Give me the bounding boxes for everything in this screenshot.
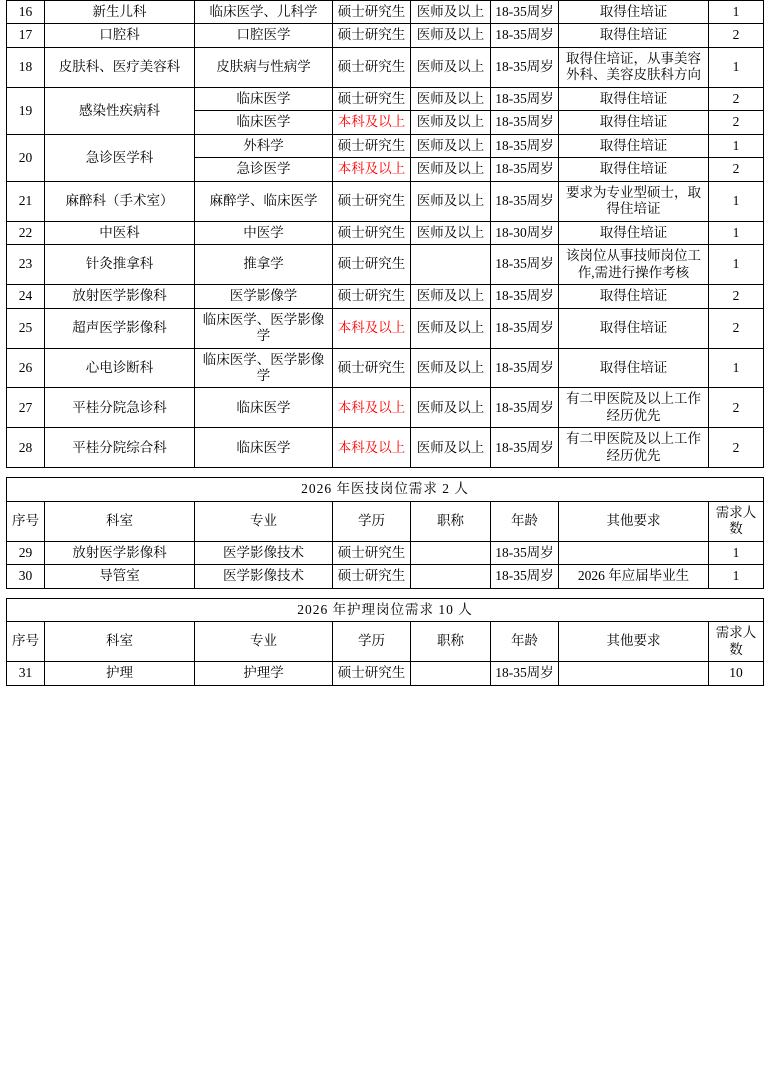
cell-number: 1 <box>709 221 764 244</box>
cell-education: 本科及以上 <box>333 388 411 428</box>
cell-number: 2 <box>709 87 764 110</box>
header-age: 年龄 <box>491 622 559 662</box>
table-row <box>7 565 764 588</box>
doctor-positions-table <box>6 0 764 468</box>
header-edu: 学历 <box>333 501 411 541</box>
nursing-header-row <box>7 622 764 662</box>
cell-title: 医师及以上 <box>411 428 491 468</box>
cell-department: 放射医学影像科 <box>45 285 195 308</box>
cell-other-requirements: 该岗位从事技师岗位工作,需进行操作考核 <box>559 245 709 285</box>
cell-title: 医师及以上 <box>411 348 491 388</box>
table-row <box>7 541 764 564</box>
cell-major: 临床医学、医学影像学 <box>195 308 333 348</box>
cell-age: 18-35周岁 <box>491 1 559 24</box>
cell-age: 18-35周岁 <box>491 24 559 47</box>
cell-education: 硕士研究生 <box>333 245 411 285</box>
cell-no: 25 <box>7 308 45 348</box>
cell-title: 医师及以上 <box>411 308 491 348</box>
cell-department: 护理 <box>45 662 195 685</box>
table-row <box>7 662 764 685</box>
cell-department: 放射医学影像科 <box>45 541 195 564</box>
cell-other-requirements: 2026 年应届毕业生 <box>559 565 709 588</box>
cell-other-requirements: 要求为专业型硕士，取得住培证 <box>559 181 709 221</box>
cell-major: 医学影像技术 <box>195 565 333 588</box>
cell-other-requirements: 取得住培证 <box>559 221 709 244</box>
cell-education: 硕士研究生 <box>333 87 411 110</box>
tech-header-row <box>7 501 764 541</box>
cell-title: 医师及以上 <box>411 24 491 47</box>
cell-major: 医学影像学 <box>195 285 333 308</box>
table-row <box>7 181 764 221</box>
cell-major: 临床医学 <box>195 87 333 110</box>
table-row <box>7 245 764 285</box>
cell-other-requirements: 取得住培证 <box>559 1 709 24</box>
cell-other-requirements: 取得住培证 <box>559 87 709 110</box>
cell-department: 皮肤科、医疗美容科 <box>45 47 195 87</box>
cell-age: 18-35周岁 <box>491 348 559 388</box>
cell-age: 18-35周岁 <box>491 285 559 308</box>
header-other: 其他要求 <box>559 622 709 662</box>
nursing-section-title: 2026 年护理岗位需求 10 人 <box>7 598 764 621</box>
cell-age: 18-35周岁 <box>491 111 559 134</box>
cell-number: 10 <box>709 662 764 685</box>
cell-no: 18 <box>7 47 45 87</box>
cell-department: 针灸推拿科 <box>45 245 195 285</box>
cell-number: 2 <box>709 308 764 348</box>
table-row <box>7 134 764 157</box>
header-no: 序号 <box>7 622 45 662</box>
cell-title: 医师及以上 <box>411 158 491 181</box>
cell-department: 新生儿科 <box>45 1 195 24</box>
header-dept: 科室 <box>45 622 195 662</box>
cell-number: 2 <box>709 111 764 134</box>
section-spacer-1 <box>6 468 763 477</box>
header-edu: 学历 <box>333 622 411 662</box>
cell-no: 23 <box>7 245 45 285</box>
header-other: 其他要求 <box>559 501 709 541</box>
header-dept: 科室 <box>45 501 195 541</box>
header-title: 职称 <box>411 501 491 541</box>
section-spacer-2 <box>6 589 763 598</box>
cell-department: 超声医学影像科 <box>45 308 195 348</box>
cell-number: 1 <box>709 348 764 388</box>
table-row <box>7 221 764 244</box>
cell-no: 19 <box>7 87 45 134</box>
cell-department: 平桂分院急诊科 <box>45 388 195 428</box>
header-major: 专业 <box>195 622 333 662</box>
cell-age: 18-35周岁 <box>491 181 559 221</box>
cell-major: 临床医学 <box>195 428 333 468</box>
cell-number: 1 <box>709 47 764 87</box>
cell-number: 2 <box>709 285 764 308</box>
cell-age: 18-35周岁 <box>491 388 559 428</box>
table-row <box>7 87 764 110</box>
table-row <box>7 1 764 24</box>
cell-no: 22 <box>7 221 45 244</box>
cell-department: 心电诊断科 <box>45 348 195 388</box>
cell-other-requirements: 取得住培证 <box>559 111 709 134</box>
cell-education: 本科及以上 <box>333 308 411 348</box>
cell-education: 硕士研究生 <box>333 181 411 221</box>
cell-title: 医师及以上 <box>411 111 491 134</box>
cell-education: 硕士研究生 <box>333 221 411 244</box>
cell-number: 1 <box>709 134 764 157</box>
cell-number: 2 <box>709 428 764 468</box>
cell-title <box>411 662 491 685</box>
cell-age: 18-35周岁 <box>491 308 559 348</box>
cell-department: 麻醉科（手术室） <box>45 181 195 221</box>
cell-major: 麻醉学、临床医学 <box>195 181 333 221</box>
cell-number: 2 <box>709 24 764 47</box>
cell-title: 医师及以上 <box>411 134 491 157</box>
cell-number: 1 <box>709 1 764 24</box>
cell-department: 急诊医学科 <box>45 134 195 181</box>
cell-other-requirements: 取得住培证 <box>559 24 709 47</box>
table-row <box>7 348 764 388</box>
table-row <box>7 308 764 348</box>
cell-title: 医师及以上 <box>411 221 491 244</box>
cell-age: 18-35周岁 <box>491 158 559 181</box>
cell-title <box>411 245 491 285</box>
cell-age: 18-30周岁 <box>491 221 559 244</box>
nursing-section-title-row <box>7 598 764 621</box>
cell-age: 18-35周岁 <box>491 565 559 588</box>
cell-major: 外科学 <box>195 134 333 157</box>
cell-other-requirements: 取得住培证 <box>559 134 709 157</box>
cell-title: 医师及以上 <box>411 285 491 308</box>
cell-department: 口腔科 <box>45 24 195 47</box>
cell-major: 临床医学、儿科学 <box>195 1 333 24</box>
cell-major: 临床医学 <box>195 388 333 428</box>
cell-other-requirements: 取得住培证 <box>559 348 709 388</box>
cell-education: 硕士研究生 <box>333 541 411 564</box>
header-major: 专业 <box>195 501 333 541</box>
cell-number: 2 <box>709 158 764 181</box>
cell-education: 硕士研究生 <box>333 24 411 47</box>
cell-age: 18-35周岁 <box>491 541 559 564</box>
cell-major: 临床医学 <box>195 111 333 134</box>
table-row <box>7 24 764 47</box>
header-age: 年龄 <box>491 501 559 541</box>
cell-no: 21 <box>7 181 45 221</box>
cell-number: 1 <box>709 541 764 564</box>
cell-major: 急诊医学 <box>195 158 333 181</box>
cell-number: 2 <box>709 388 764 428</box>
cell-title <box>411 565 491 588</box>
table-row <box>7 388 764 428</box>
cell-major: 中医学 <box>195 221 333 244</box>
table-row <box>7 428 764 468</box>
cell-age: 18-35周岁 <box>491 245 559 285</box>
cell-major: 皮肤病与性病学 <box>195 47 333 87</box>
cell-other-requirements <box>559 541 709 564</box>
cell-education: 硕士研究生 <box>333 285 411 308</box>
cell-education: 硕士研究生 <box>333 134 411 157</box>
header-num: 需求人数 <box>709 622 764 662</box>
cell-age: 18-35周岁 <box>491 87 559 110</box>
cell-no: 24 <box>7 285 45 308</box>
tech-section-title-row <box>7 478 764 501</box>
tech-positions-table <box>6 477 764 588</box>
header-title: 职称 <box>411 622 491 662</box>
cell-major: 医学影像技术 <box>195 541 333 564</box>
table-row <box>7 47 764 87</box>
cell-other-requirements: 有二甲医院及以上工作经历优先 <box>559 428 709 468</box>
cell-age: 18-35周岁 <box>491 662 559 685</box>
header-no: 序号 <box>7 501 45 541</box>
cell-education: 本科及以上 <box>333 158 411 181</box>
cell-education: 硕士研究生 <box>333 662 411 685</box>
cell-number: 1 <box>709 245 764 285</box>
cell-no: 29 <box>7 541 45 564</box>
cell-education: 本科及以上 <box>333 111 411 134</box>
cell-age: 18-35周岁 <box>491 47 559 87</box>
cell-major: 推拿学 <box>195 245 333 285</box>
cell-title: 医师及以上 <box>411 47 491 87</box>
cell-no: 31 <box>7 662 45 685</box>
cell-no: 20 <box>7 134 45 181</box>
cell-title: 医师及以上 <box>411 181 491 221</box>
cell-department: 感染性疾病科 <box>45 87 195 134</box>
nursing-positions-table <box>6 598 764 686</box>
cell-other-requirements: 有二甲医院及以上工作经历优先 <box>559 388 709 428</box>
cell-title: 医师及以上 <box>411 1 491 24</box>
cell-no: 30 <box>7 565 45 588</box>
cell-education: 硕士研究生 <box>333 1 411 24</box>
cell-no: 26 <box>7 348 45 388</box>
cell-number: 1 <box>709 181 764 221</box>
cell-no: 17 <box>7 24 45 47</box>
tech-rows-body <box>7 541 764 588</box>
cell-other-requirements: 取得住培证 <box>559 308 709 348</box>
cell-title: 医师及以上 <box>411 87 491 110</box>
cell-no: 28 <box>7 428 45 468</box>
cell-department: 平桂分院综合科 <box>45 428 195 468</box>
cell-other-requirements: 取得住培证，从事美容外科、美容皮肤科方向 <box>559 47 709 87</box>
nursing-rows-body <box>7 662 764 685</box>
cell-other-requirements <box>559 662 709 685</box>
cell-title: 医师及以上 <box>411 388 491 428</box>
cell-education: 硕士研究生 <box>333 47 411 87</box>
cell-department: 导管室 <box>45 565 195 588</box>
cell-other-requirements: 取得住培证 <box>559 158 709 181</box>
tech-section-title: 2026 年医技岗位需求 2 人 <box>7 478 764 501</box>
cell-department: 中医科 <box>45 221 195 244</box>
cell-major: 口腔医学 <box>195 24 333 47</box>
cell-major: 临床医学、医学影像学 <box>195 348 333 388</box>
cell-major: 护理学 <box>195 662 333 685</box>
cell-age: 18-35周岁 <box>491 428 559 468</box>
cell-other-requirements: 取得住培证 <box>559 285 709 308</box>
doctor-rows-body <box>7 1 764 468</box>
cell-no: 16 <box>7 1 45 24</box>
table-row <box>7 285 764 308</box>
cell-title <box>411 541 491 564</box>
cell-education: 硕士研究生 <box>333 565 411 588</box>
cell-education: 硕士研究生 <box>333 348 411 388</box>
cell-education: 本科及以上 <box>333 428 411 468</box>
cell-age: 18-35周岁 <box>491 134 559 157</box>
cell-no: 27 <box>7 388 45 428</box>
header-num: 需求人数 <box>709 501 764 541</box>
cell-number: 1 <box>709 565 764 588</box>
